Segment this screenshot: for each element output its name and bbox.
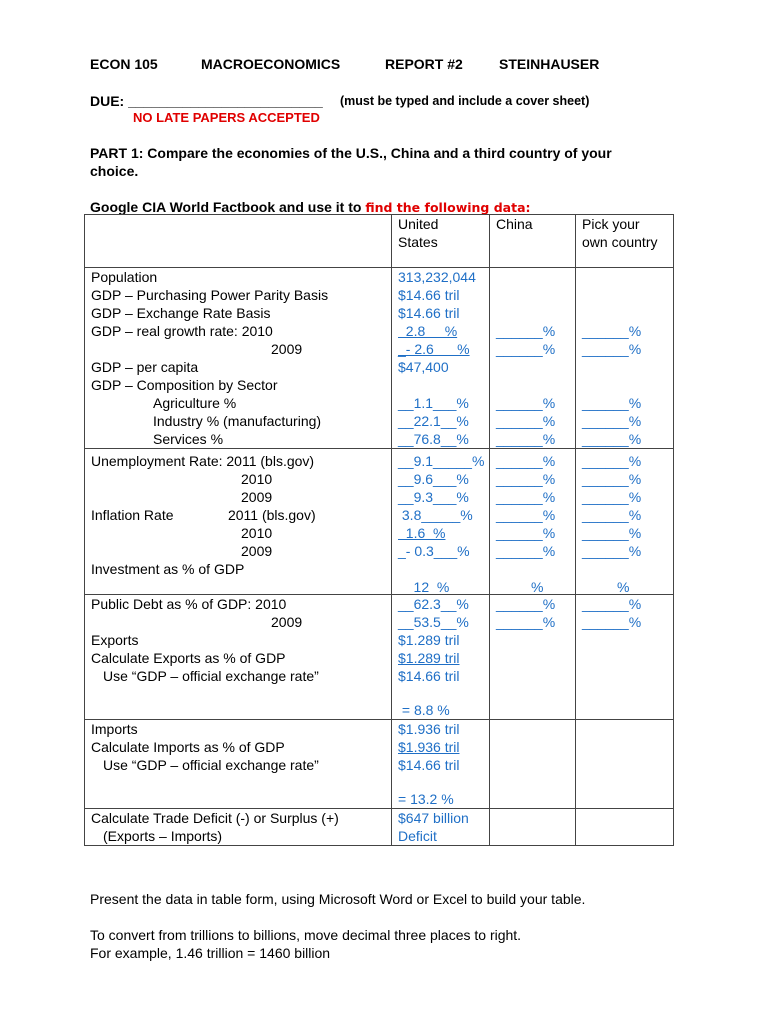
course-code: ECON 105	[90, 56, 158, 72]
row-labels-block2: Unemployment Rate: 2011 (bls.gov) 2010 2009 Inflation Rate 2011 (bls.gov) 2010 2009 Investment as % of GDP	[85, 449, 392, 595]
footer-instruction: Present the data in table form, using Microsoft Word or Excel to build your table.	[90, 891, 586, 907]
table-row	[85, 720, 674, 809]
table-row	[85, 809, 674, 846]
part1-line1: PART 1: Compare the economies of the U.S., China and a third country of your	[90, 145, 612, 161]
table-row	[85, 268, 674, 449]
us-values-block3: __62.3__% __53.5__% $1.289 tril $1.289 tril $14.66 tril = 8.8 %	[392, 595, 490, 720]
us-values-block2: __9.1_____% __9.6___% __9.3___% 3.8_____% 1.6 % _- 0.3___% 12 %	[392, 449, 490, 595]
header-united-states: United States	[392, 215, 490, 268]
row-labels-block5: Calculate Trade Deficit (-) or Surplus (+) (Exports – Imports)	[85, 809, 392, 846]
due-label: DUE: _________________________	[90, 93, 323, 109]
imports-percent-result: = 13.2 %	[398, 791, 454, 807]
table-header-row	[85, 215, 674, 268]
instruction-highlight: find the following data:	[365, 200, 531, 215]
header-china: China	[490, 215, 576, 268]
china-values-block2: ______% ______% ______% ______% ______% ______% %	[490, 449, 576, 595]
row-labels-block1: Population GDP – Purchasing Power Parity Basis GDP – Exchange Rate Basis GDP – real growth rate: 2010 2009 GDP – per capita GDP – Composition by Sector Agriculture % Industry % (manufacturing) Services %	[85, 268, 392, 449]
china-values-block1: ______% ______% ______% ______% ______%	[490, 268, 576, 449]
row-labels-block3: Public Debt as % of GDP: 2010 2009 Exports Calculate Exports as % of GDP Use “GDP – official exchange rate”	[85, 595, 392, 720]
instruction	[90, 199, 531, 215]
row-labels-block4: Imports Calculate Imports as % of GDP Use “GDP – official exchange rate”	[85, 720, 392, 809]
report-number: REPORT #2	[385, 56, 463, 72]
pick-values-block3: ______% ______%	[576, 595, 674, 720]
china-values-block3: ______% ______%	[490, 595, 576, 720]
late-policy: NO LATE PAPERS ACCEPTED	[133, 110, 320, 125]
course-subject: MACROECONOMICS	[201, 56, 341, 72]
factbook-table	[84, 214, 674, 846]
instructor-name: STEINHAUSER	[499, 56, 600, 72]
footer-example: For example, 1.46 trillion = 1460 billion	[90, 945, 331, 961]
table-row	[85, 595, 674, 720]
table-row	[85, 449, 674, 595]
us-values-block4: $1.936 tril $1.936 tril $14.66 tril = 13.2 %	[392, 720, 490, 809]
due-note: (must be typed and include a cover sheet)	[340, 94, 590, 108]
pick-values-block2: ______% ______% ______% ______% ______% ______% %	[576, 449, 674, 595]
exports-percent-result: = 8.8 %	[398, 702, 450, 718]
us-values-block5: $647 billion Deficit	[392, 809, 490, 846]
part1-line2: choice.	[90, 163, 139, 179]
footer-convert-rule: To convert from trillions to billions, move decimal three places to right.	[90, 927, 522, 943]
pick-values-block1: ______% ______% ______% ______% ______%	[576, 268, 674, 449]
us-values-block1: 313,232,044 $14.66 tril $14.66 tril 2.8 % _- 2.6 % $47,400 __1.1___% __22.1__% __76.8__%	[392, 268, 490, 449]
header-pick-country: Pick your own country	[576, 215, 674, 268]
instruction-prefix: Google CIA World Factbook and use it to	[90, 199, 366, 215]
